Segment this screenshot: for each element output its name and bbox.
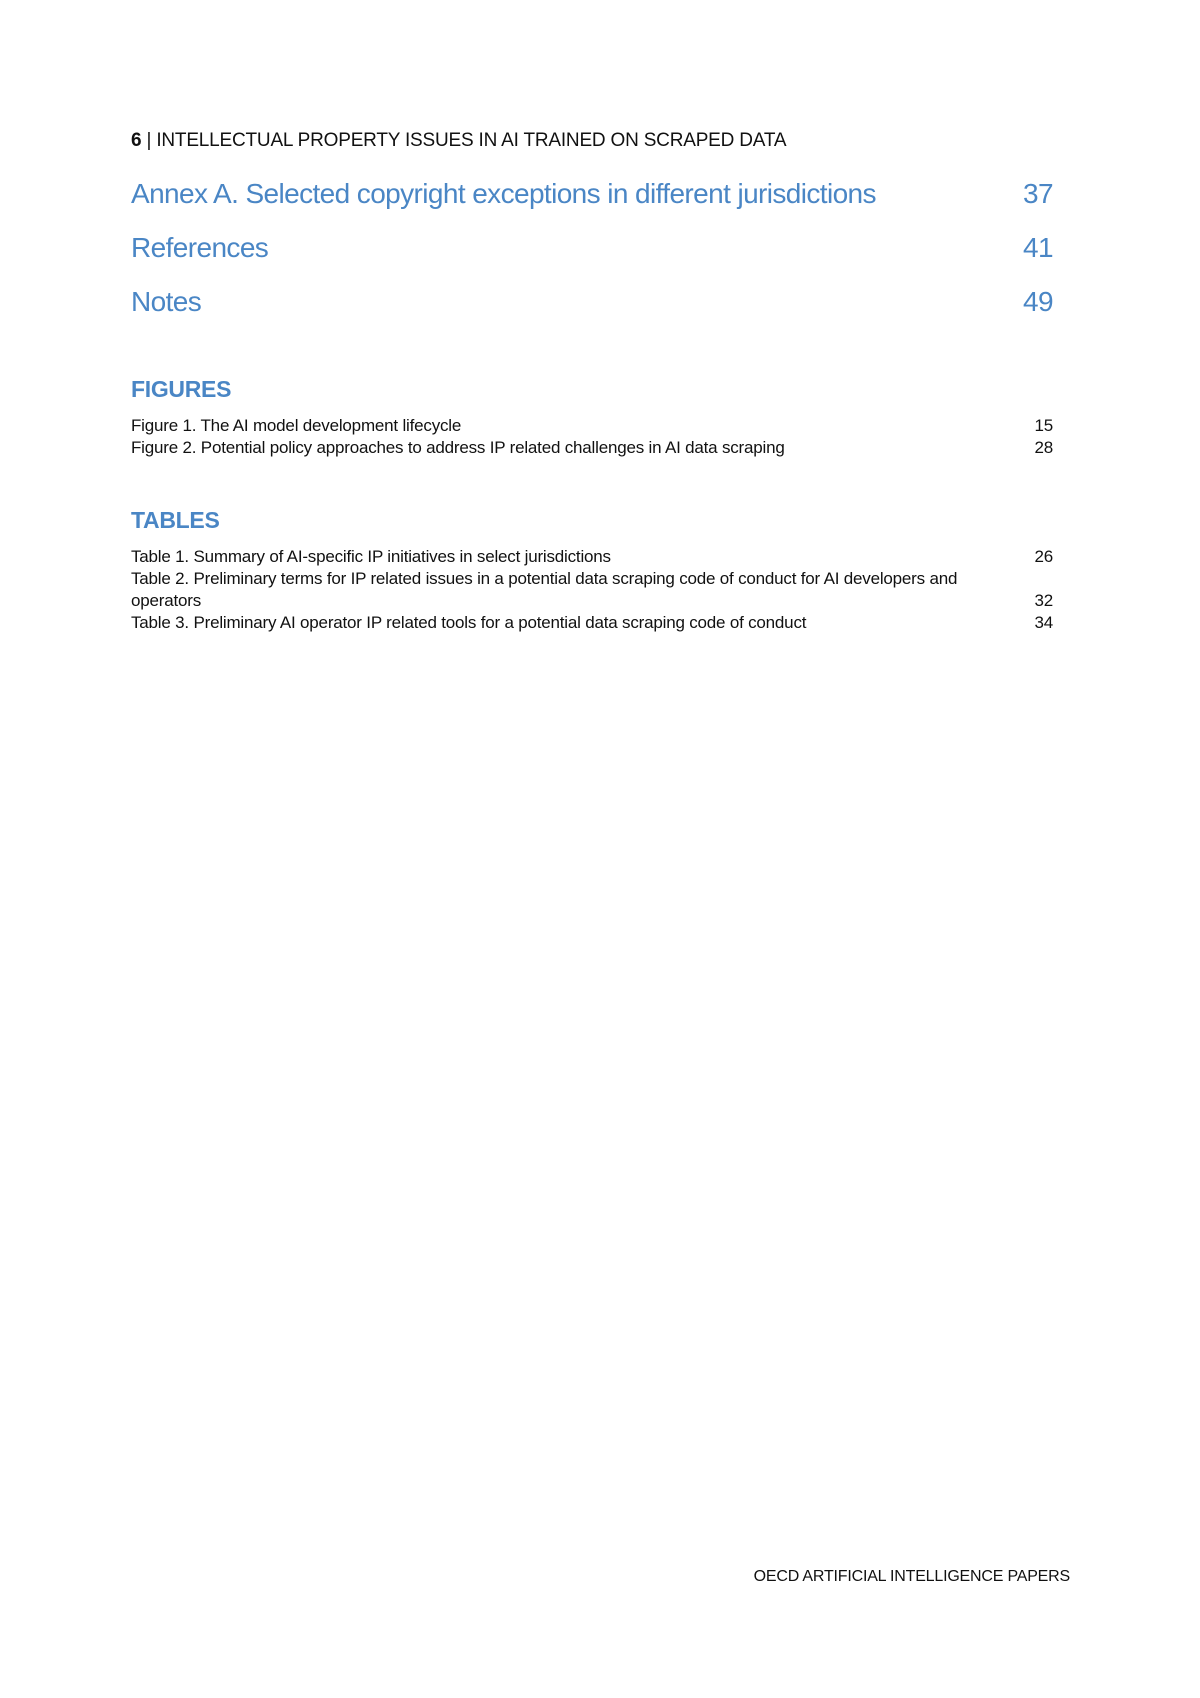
list-item-title: Table 2. Preliminary terms for IP related issues in a potential data scraping code of conduct for AI developers and operators	[131, 569, 958, 610]
page-number: 6	[131, 130, 142, 151]
list-item-page: 34	[1034, 613, 1053, 632]
list-item-page: 28	[1034, 438, 1053, 457]
toc-entry-notes[interactable]	[131, 286, 1053, 340]
list-item-table-3[interactable]	[131, 612, 1053, 634]
toc-entry-page: 41	[1023, 232, 1053, 263]
list-item-title: Table 1. Summary of AI-specific IP initiatives in select jurisdictions	[131, 547, 611, 566]
list-item-title: Table 3. Preliminary AI operator IP related tools for a potential data scraping code of conduct	[131, 613, 807, 632]
toc-entry-page: 49	[1023, 286, 1053, 317]
toc-entry-references[interactable]	[131, 232, 1053, 286]
tables-heading: TABLES	[131, 507, 220, 533]
footer-publication: OECD ARTIFICIAL INTELLIGENCE PAPERS	[753, 1568, 1070, 1585]
figures-list	[131, 415, 1053, 459]
toc-entry-title: Annex A. Selected copyright exceptions in different jurisdictions	[131, 178, 876, 209]
list-item-table-2[interactable]	[131, 568, 1053, 612]
running-header	[131, 130, 786, 152]
toc-entry-page: 37	[1023, 178, 1053, 209]
list-item-table-1[interactable]	[131, 546, 1053, 568]
toc-entry-annex-a[interactable]	[131, 178, 1053, 232]
tables-list	[131, 546, 1053, 634]
figures-heading: FIGURES	[131, 376, 232, 402]
table-of-contents	[131, 178, 1053, 340]
list-item-page: 15	[1034, 416, 1053, 435]
list-item-figure-1[interactable]	[131, 415, 1053, 437]
list-item-title: Figure 2. Potential policy approaches to address IP related challenges in AI data scraping	[131, 438, 785, 457]
list-item-figure-2[interactable]	[131, 437, 1053, 459]
list-item-title: Figure 1. The AI model development lifecycle	[131, 416, 462, 435]
toc-entry-title: References	[131, 232, 269, 263]
running-title: INTELLECTUAL PROPERTY ISSUES IN AI TRAINED ON SCRAPED DATA	[156, 130, 787, 151]
header-separator: |	[146, 130, 152, 151]
list-item-page: 32	[1034, 591, 1053, 610]
list-item-page: 26	[1034, 547, 1053, 566]
toc-entry-title: Notes	[131, 286, 202, 317]
